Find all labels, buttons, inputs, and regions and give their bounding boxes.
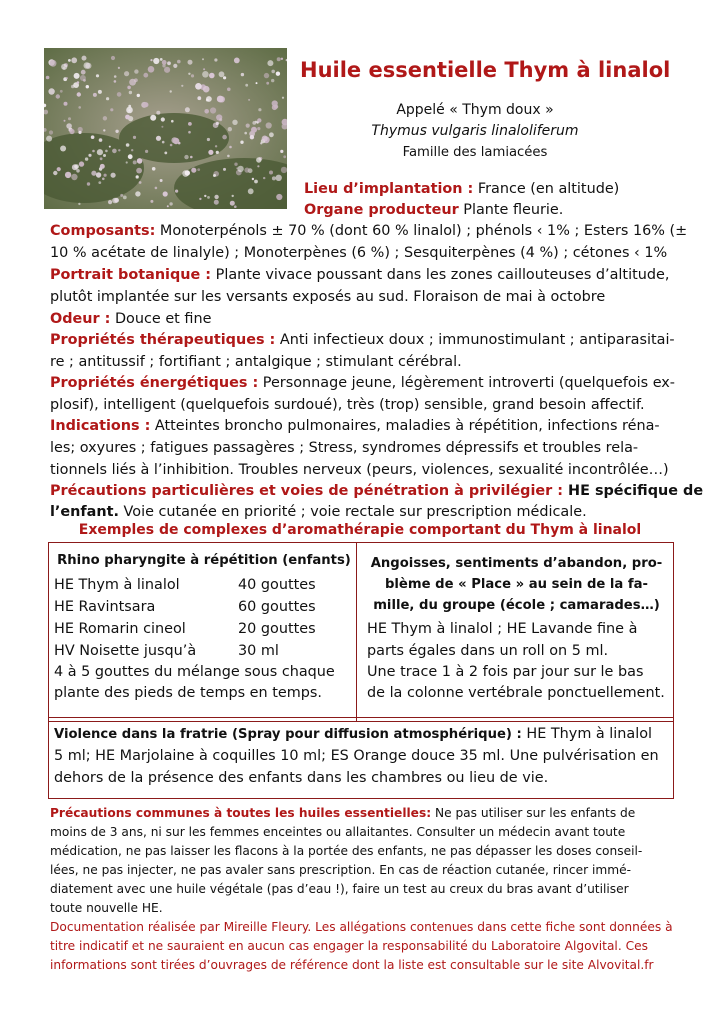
therap-text-1: Anti infectieux doux ; immunostimulant ; antiparasitai-	[275, 332, 675, 348]
common-line-4: lées, ne pas injecter, ne pas avaler sans prescription. En cas de réaction cutanée, rincer immé-	[50, 863, 632, 877]
portrait-text-1: Plante vivace poussant dans les zones caillouteuses d’altitude,	[211, 267, 670, 283]
box3-heading: Violence dans la fratrie (Spray pour diffusion atmosphérique) :	[54, 727, 522, 742]
composants-line-1	[50, 221, 687, 241]
portrait-label: Portrait botanique :	[50, 267, 212, 283]
box2-text-4: de la colonne vertébrale ponctuellement.	[367, 685, 665, 701]
box3-text-1: HE Thym à linalol	[521, 726, 653, 742]
box1-row-1-qty: 40 gouttes	[238, 577, 316, 593]
precau-bold-2: l’enfant.	[50, 504, 119, 520]
common-line-3: médication, ne pas laisser les flacons à la portée des enfants, ne pas dépasser les doses conseil-	[50, 844, 643, 858]
indic-label: Indications :	[50, 418, 151, 434]
common-name: Appelé « Thym doux »	[396, 102, 554, 118]
box2-heading-1: Angoisses, sentiments d’abandon, pro-	[370, 556, 663, 571]
indic-line-1	[50, 416, 660, 436]
precau-bold-1: HE spécifique de	[563, 483, 704, 499]
box2-heading-2: blème de « Place » au sein de la fa-	[384, 577, 649, 592]
portrait-line-1	[50, 265, 669, 285]
box2-heading	[364, 553, 669, 616]
thyme-flowers-photo	[44, 48, 287, 209]
energ-label: Propriétés énergétiques :	[50, 375, 259, 391]
examples-heading: Exemples de complexes d’aromathérapie comportant du Thym à linalol	[78, 522, 642, 538]
energ-text-1: Personnage jeune, légèrement introverti (quelquefois ex-	[258, 375, 675, 391]
family-name: Famille des lamiacées	[402, 145, 548, 160]
box1-row-4-qty: 30 ml	[238, 643, 279, 659]
box1-row-1	[54, 575, 180, 595]
box1-text-1: 4 à 5 gouttes du mélange sous chaque	[54, 664, 335, 680]
composants-label: Composants:	[50, 223, 156, 239]
precau-label: Précautions particulières et voies de pénétration à privilégier :	[50, 483, 564, 499]
therap-line-2: re ; antitussif ; fortifiant ; antalgique ; stimulant cérébral.	[50, 354, 462, 370]
odeur-label: Odeur :	[50, 311, 111, 327]
common-line-2: moins de 3 ans, ni sur les femmes enceintes ou allaitantes. Consulter un médecin avant toute	[50, 825, 626, 839]
box2-text-3: Une trace 1 à 2 fois par jour sur le bas	[367, 664, 644, 680]
box1-row-2: HE Ravintsara	[54, 599, 156, 615]
box2-text-2: parts égales dans un roll on 5 ml.	[367, 643, 609, 659]
odeur-line	[50, 309, 211, 329]
box3-line-1	[54, 724, 652, 745]
energ-line-1	[50, 373, 675, 393]
organe-value: Plante fleurie.	[458, 202, 564, 218]
examples-box-row	[48, 542, 674, 722]
box1-row-2-qty: 60 gouttes	[238, 599, 316, 615]
doc-line-3: informations sont tirées d’ouvrages de référence dont la liste est consultable sur le site Alvovital.fr	[50, 958, 654, 972]
common-text-1: Ne pas utiliser sur les enfants de	[431, 806, 636, 820]
doc-line-1: Documentation réalisée par Mireille Fleury. Les allégations contenues dans cette fiche sont données à	[50, 920, 673, 934]
energ-line-2: plosif), intelligent (quelquefois surdoué), très (trop) sensible, grand besoin affectif.	[50, 397, 645, 413]
common-line-6: toute nouvelle HE.	[50, 901, 163, 915]
page-title: Huile essentielle Thym à linalol	[300, 58, 671, 82]
common-line-1	[50, 804, 635, 823]
organe-label: Organe producteur	[304, 202, 459, 218]
common-label: Précautions communes à toutes les huiles essentielles:	[50, 806, 432, 820]
odeur-value: Douce et fine	[110, 311, 212, 327]
therap-line-1	[50, 330, 675, 350]
common-line-5: diatement avec une huile végétale (pas d’eau !), faire un test au creux du bras avant d’utiliser	[50, 882, 629, 896]
organe-line	[304, 200, 563, 220]
latin-name: Thymus vulgaris linaloliferum	[371, 123, 579, 139]
box3-line-3: dehors de la présence des enfants dans les chambres ou lieu de vie.	[54, 770, 549, 786]
indic-line-3: tionnels liés à l’inhibition. Troubles nerveux (peurs, violences, sexualité incontrôlée…)	[50, 462, 669, 478]
composants-text-1: Monoterpénols ± 70 % (dont 60 % linalol) ; phénols ‹ 1% ; Esters 16% (±	[155, 223, 688, 239]
precau-line-1	[50, 481, 703, 501]
composants-line-2: 10 % acétate de linalyle) ; Monoterpènes (6 %) ; Sesquiterpènes (4 %) ; cétones ‹ 1%	[50, 245, 668, 261]
lieu-line	[304, 179, 619, 199]
portrait-line-2: plutôt implantée sur les versants exposés au sud. Floraison de mai à octobre	[50, 289, 606, 305]
indic-text-1: Atteintes broncho pulmonaires, maladies à répétition, infections réna-	[150, 418, 660, 434]
precau-line-2	[50, 502, 587, 522]
box3-line-2: 5 ml; HE Marjolaine à coquilles 10 ml; ES Orange douce 35 ml. Une pulvérisation en	[54, 748, 659, 764]
box2-text-1: HE Thym à linalol ; HE Lavande fine à	[367, 621, 638, 637]
doc-line-2: titre indicatif et ne sauraient en aucun cas engager la responsabilité du Laboratoire Algovital. Ces	[50, 939, 648, 953]
box2-heading-3: mille, du groupe (école ; camarades…)	[373, 598, 660, 613]
box1-row-3: HE Romarin cineol	[54, 621, 186, 637]
lieu-value: France (en altitude)	[473, 181, 620, 197]
box1-text-2: plante des pieds de temps en temps.	[54, 685, 322, 701]
box1-row-4: HV Noisette jusqu’à	[54, 643, 197, 659]
precau-text-2: Voie cutanée en priorité ; voie rectale sur prescription médicale.	[118, 504, 587, 520]
box1-heading: Rhino pharyngite à répétition (enfants)	[57, 553, 351, 568]
lieu-label: Lieu d’implantation :	[304, 181, 474, 197]
violence-box	[48, 717, 674, 799]
box1-row-1-name: HE Thym à linalol	[54, 577, 180, 593]
box-divider	[356, 543, 357, 721]
therap-label: Propriétés thérapeutiques :	[50, 332, 276, 348]
box1-row-3-qty: 20 gouttes	[238, 621, 316, 637]
indic-line-2: les; oxyures ; fatigues passagères ; Stress, syndromes dépressifs et troubles rela-	[50, 440, 639, 456]
